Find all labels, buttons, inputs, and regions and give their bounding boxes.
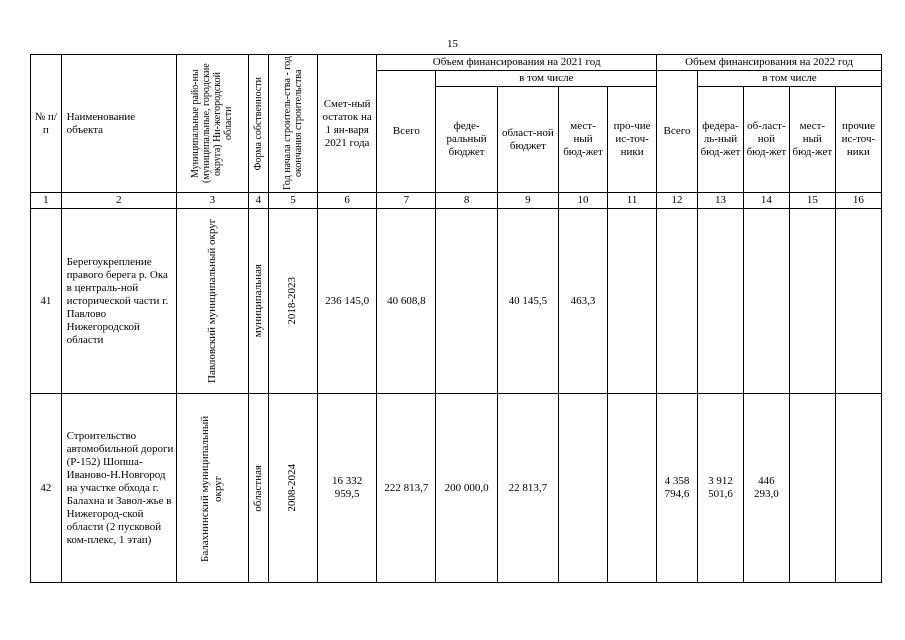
column-number: 4 bbox=[248, 193, 268, 209]
row-num: 41 bbox=[31, 209, 62, 394]
header-num: № п/п bbox=[31, 55, 62, 193]
header-fin-2022: Объем финансирования на 2022 год bbox=[657, 55, 882, 71]
column-number: 1 bbox=[31, 193, 62, 209]
header-regional-2022: об-ласт-ной бюд-жет bbox=[743, 87, 789, 193]
row-estimate: 236 145,0 bbox=[318, 209, 377, 394]
row-municipality: Балахнинский муниципальный округ bbox=[177, 394, 249, 583]
header-including-2022: в том числе bbox=[697, 71, 881, 87]
header-ownership: Форма собственности bbox=[248, 55, 268, 193]
column-number: 13 bbox=[697, 193, 743, 209]
header-fin-2021: Объем финансирования на 2021 год bbox=[377, 55, 657, 71]
column-number: 7 bbox=[377, 193, 436, 209]
row-other-2022 bbox=[835, 394, 881, 583]
header-name: Наименование объекта bbox=[61, 55, 176, 193]
row-regional-2021: 40 145,5 bbox=[497, 209, 558, 394]
column-number: 11 bbox=[608, 193, 657, 209]
row-years: 2018-2023 bbox=[268, 209, 317, 394]
row-ownership: муниципальная bbox=[248, 209, 268, 394]
row-local-2021 bbox=[559, 394, 608, 583]
column-number: 16 bbox=[835, 193, 881, 209]
header-including-2021: в том числе bbox=[436, 71, 657, 87]
header-years: Год начала строитель-ства - год окончания строительства bbox=[268, 55, 317, 193]
row-total-2022: 4 358 794,6 bbox=[657, 394, 698, 583]
header-other-2021: про-чие ис-точ-ники bbox=[608, 87, 657, 193]
header-local-2022: мест-ный бюд-жет bbox=[789, 87, 835, 193]
row-total-2022 bbox=[657, 209, 698, 394]
column-number: 9 bbox=[497, 193, 558, 209]
row-years: 2008-2024 bbox=[268, 394, 317, 583]
header-local-2021: мест-ный бюд-жет bbox=[559, 87, 608, 193]
row-municipality: Павловский муниципальный округ bbox=[177, 209, 249, 394]
header-federal-2022: федера-ль-ный бюд-жет bbox=[697, 87, 743, 193]
row-regional-2022 bbox=[743, 209, 789, 394]
row-regional-2022: 446 293,0 bbox=[743, 394, 789, 583]
row-other-2021 bbox=[608, 209, 657, 394]
header-regional-2021: област-ной бюджет bbox=[497, 87, 558, 193]
column-number: 5 bbox=[268, 193, 317, 209]
row-other-2022 bbox=[835, 209, 881, 394]
header-estimate: Смет-ный остаток на 1 ян-варя 2021 года bbox=[318, 55, 377, 193]
row-other-2021 bbox=[608, 394, 657, 583]
header-federal-2021: феде-ральный бюджет bbox=[436, 87, 497, 193]
row-federal-2022: 3 912 501,6 bbox=[697, 394, 743, 583]
column-number: 2 bbox=[61, 193, 176, 209]
row-local-2022 bbox=[789, 394, 835, 583]
row-federal-2021: 200 000,0 bbox=[436, 394, 497, 583]
column-number: 3 bbox=[177, 193, 249, 209]
row-num: 42 bbox=[31, 394, 62, 583]
column-number: 15 bbox=[789, 193, 835, 209]
row-local-2021: 463,3 bbox=[559, 209, 608, 394]
column-number: 10 bbox=[559, 193, 608, 209]
column-number: 8 bbox=[436, 193, 497, 209]
row-federal-2022 bbox=[697, 209, 743, 394]
header-other-2022: прочие ис-точ-ники bbox=[835, 87, 881, 193]
row-name: Строительство автомобильной дороги (Р-152) Шопша-Иваново-Н.Новгород на участке обхода г. Балахна и Завол-жье в Нижегород-ской области (2 пусковой ком-плекс, 1 этап) bbox=[61, 394, 176, 583]
row-total-2021: 222 813,7 bbox=[377, 394, 436, 583]
row-regional-2021: 22 813,7 bbox=[497, 394, 558, 583]
table-row bbox=[31, 209, 882, 394]
header-total-2021: Всего bbox=[377, 71, 436, 193]
row-local-2022 bbox=[789, 209, 835, 394]
column-number: 6 bbox=[318, 193, 377, 209]
column-number-row bbox=[31, 193, 882, 209]
row-ownership: областная bbox=[248, 394, 268, 583]
row-name: Берегоукрепление правого берега р. Ока в централь-ной исторической части г. Павлово Нижегородской области bbox=[61, 209, 176, 394]
row-estimate: 16 332 959,5 bbox=[318, 394, 377, 583]
column-number: 14 bbox=[743, 193, 789, 209]
table-row bbox=[31, 394, 882, 583]
row-federal-2021 bbox=[436, 209, 497, 394]
financing-table bbox=[30, 54, 882, 583]
column-number: 12 bbox=[657, 193, 698, 209]
row-total-2021: 40 608,8 bbox=[377, 209, 436, 394]
header-municipality: Муниципальные райо-ны (муниципальные, городские округа) Ни-жегородской области bbox=[177, 55, 249, 193]
header-total-2022: Всего bbox=[657, 71, 698, 193]
page-number: 15 bbox=[447, 38, 458, 50]
